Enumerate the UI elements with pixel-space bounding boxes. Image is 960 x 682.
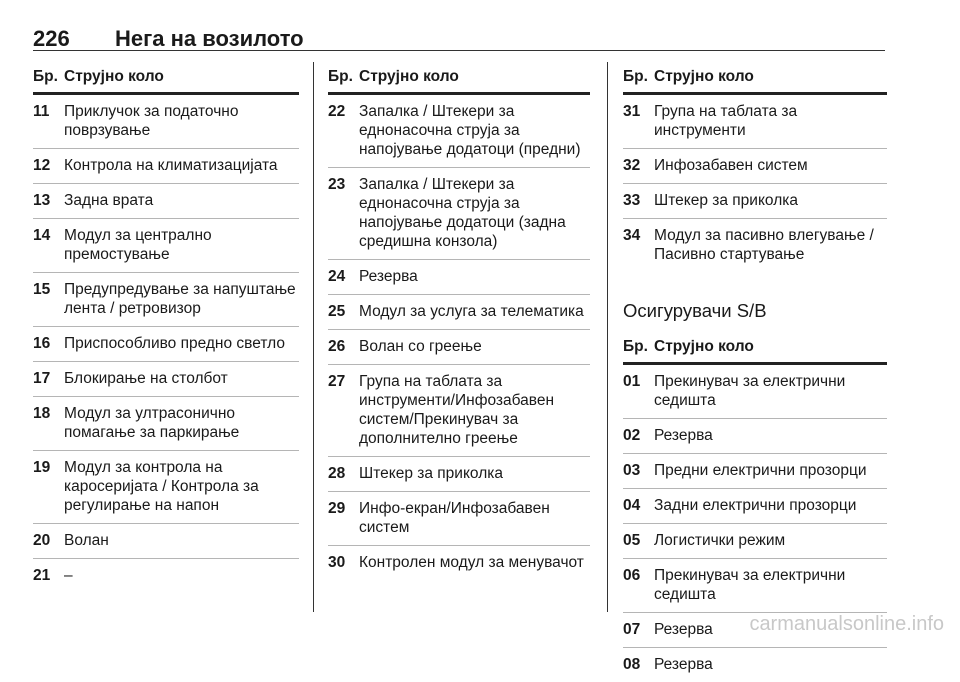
- table-row: [33, 184, 299, 219]
- circuit-name: Инфозабавен систем: [654, 157, 808, 174]
- column-divider: [313, 62, 314, 612]
- fuse-number: 16: [33, 335, 51, 352]
- table-row: [623, 219, 887, 272]
- fuse-number: 06: [623, 567, 641, 584]
- circuit-name: Задни електрични прозорци: [654, 497, 857, 514]
- fuse-number: 24: [328, 268, 346, 285]
- fuse-number: 31: [623, 103, 641, 120]
- section-title: Осигурувачи S/B: [623, 300, 767, 321]
- table-row: [328, 330, 590, 365]
- fuse-table-column-1: [33, 62, 299, 612]
- fuse-number: 30: [328, 554, 346, 571]
- circuit-name: Приспособливо предно светло: [64, 335, 285, 352]
- fuse-number: 21: [33, 567, 51, 584]
- circuit-name: Волан: [64, 532, 109, 549]
- table-header: [33, 62, 299, 95]
- table-row: [623, 365, 887, 419]
- table-row: [33, 219, 299, 273]
- table-row: [623, 489, 887, 524]
- table-row: [33, 397, 299, 451]
- page-title: Нега на возилото: [115, 26, 304, 51]
- circuit-name: Модул за контрола на каросеријата / Контрола за регулирање на напон: [64, 459, 259, 514]
- fuse-number: 15: [33, 281, 51, 298]
- circuit-name: Штекер за приколка: [359, 465, 503, 482]
- fuse-number: 14: [33, 227, 51, 244]
- table-row: [33, 451, 299, 524]
- fuse-list: [33, 95, 299, 593]
- fuse-number: 17: [33, 370, 51, 387]
- table-header: [623, 62, 887, 95]
- fuse-number: 23: [328, 176, 346, 193]
- fuse-number: 19: [33, 459, 51, 476]
- table-row: [328, 457, 590, 492]
- table-row: [623, 559, 887, 613]
- fuse-number: 26: [328, 338, 346, 355]
- column-divider: [607, 62, 608, 612]
- page-header: [33, 24, 885, 51]
- header-circuit: Струјно коло: [64, 68, 164, 85]
- table-header: [328, 62, 590, 95]
- header-number: Бр.: [623, 68, 648, 85]
- table-row: [623, 648, 887, 682]
- fuse-number: 33: [623, 192, 641, 209]
- table-row: [328, 295, 590, 330]
- circuit-name: Предупредување за напуштање лента / ретровизор: [64, 281, 296, 317]
- fuse-number: 07: [623, 621, 641, 638]
- fuse-number: 11: [33, 103, 50, 120]
- circuit-name: Волан со греење: [359, 338, 482, 355]
- fuse-number: 18: [33, 405, 51, 422]
- circuit-name: Приклучок за податочно поврзување: [64, 103, 239, 139]
- circuit-name: Модул за услуга за телематика: [359, 303, 584, 320]
- fuse-list: [623, 95, 887, 272]
- table-row: [623, 184, 887, 219]
- table-row: [623, 95, 887, 149]
- table-row: [623, 454, 887, 489]
- circuit-name: Резерва: [359, 268, 418, 285]
- fuse-list: [328, 95, 590, 580]
- fuse-number: 25: [328, 303, 346, 320]
- fuse-number: 02: [623, 427, 641, 444]
- circuit-name: Запалка / Штекери за еднонасочна струја за напојување додатоци (задна средишна конзола): [359, 176, 566, 250]
- fuse-number: 28: [328, 465, 346, 482]
- header-circuit: Струјно коло: [654, 338, 754, 355]
- table-row: [328, 546, 590, 580]
- table-row: [328, 95, 590, 168]
- circuit-name: Резерва: [654, 656, 713, 673]
- table-row: [33, 95, 299, 149]
- circuit-name: Прекинувач за електрични седишта: [654, 373, 846, 409]
- table-row: [328, 260, 590, 295]
- fuse-number: 27: [328, 373, 346, 390]
- circuit-name: Инфо-екран/Инфозабавен систем: [359, 500, 550, 536]
- fuse-number: 12: [33, 157, 51, 174]
- table-row: [623, 149, 887, 184]
- fuse-number: 20: [33, 532, 51, 549]
- fuse-number: 03: [623, 462, 641, 479]
- table-row: [328, 365, 590, 457]
- table-row: [33, 149, 299, 184]
- circuit-name: Група на таблата за инструменти/Инфозабавен систем/Прекинувач за дополнително греење: [359, 373, 554, 447]
- fuse-number: 22: [328, 103, 346, 120]
- circuit-name: Блокирање на столбот: [64, 370, 228, 387]
- fuse-number: 13: [33, 192, 51, 209]
- table-header: [623, 332, 887, 365]
- table-row: [623, 524, 887, 559]
- fuse-number: 04: [623, 497, 641, 514]
- table-row: [33, 273, 299, 327]
- circuit-name: Контрола на климатизацијата: [64, 157, 278, 174]
- fuse-number: 29: [328, 500, 346, 517]
- fuse-number: 32: [623, 157, 641, 174]
- header-circuit: Струјно коло: [359, 68, 459, 85]
- header-number: Бр.: [328, 68, 353, 85]
- fuse-number: 08: [623, 656, 641, 673]
- circuit-name: Резерва: [654, 427, 713, 444]
- circuit-name: Модул за ултрасонично помагање за паркирање: [64, 405, 240, 441]
- table-row: [623, 419, 887, 454]
- fuse-table-column-2: [328, 62, 590, 612]
- circuit-name: Модул за централно премостување: [64, 227, 212, 263]
- table-row: [33, 559, 299, 593]
- circuit-name: Предни електрични прозорци: [654, 462, 867, 479]
- circuit-name: –: [64, 567, 73, 584]
- fuse-number: 34: [623, 227, 641, 244]
- header-number: Бр.: [623, 338, 648, 355]
- circuit-name: Штекер за приколка: [654, 192, 798, 209]
- table-row: [328, 492, 590, 546]
- watermark: carmanualsonline.info: [749, 613, 944, 635]
- table-row: [33, 327, 299, 362]
- circuit-name: Контролен модул за менувачот: [359, 554, 584, 571]
- table-row: [33, 362, 299, 397]
- table-row: [33, 524, 299, 559]
- circuit-name: Логистички режим: [654, 532, 786, 549]
- circuit-name: Модул за пасивно влегување / Пасивно стартување: [654, 227, 874, 263]
- circuit-name: Прекинувач за електрични седишта: [654, 567, 846, 603]
- header-circuit: Струјно коло: [654, 68, 754, 85]
- table-row: [328, 168, 590, 260]
- page-number: 226: [33, 26, 70, 51]
- circuit-name: Група на таблата за инструменти: [654, 103, 798, 139]
- header-number: Бр.: [33, 68, 58, 85]
- fuse-number: 01: [623, 373, 641, 390]
- circuit-name: Резерва: [654, 621, 713, 638]
- circuit-name: Задна врата: [64, 192, 154, 209]
- fuse-number: 05: [623, 532, 641, 549]
- circuit-name: Запалка / Штекери за еднонасочна струја за напојување додатоци (предни): [359, 103, 581, 158]
